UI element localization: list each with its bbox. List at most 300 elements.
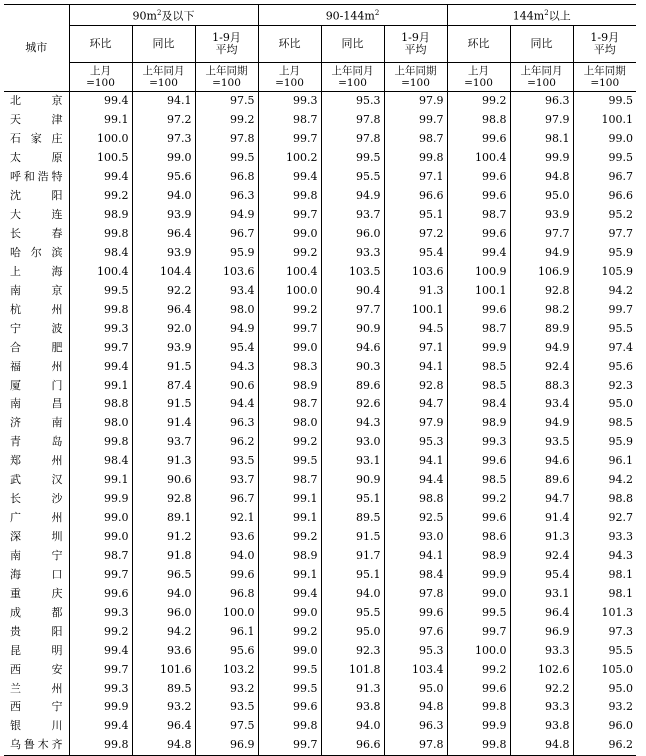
value-cell: 98.7 (69, 547, 132, 566)
value-cell: 99.1 (69, 111, 132, 130)
value-cell: 95.4 (384, 244, 447, 263)
base-header-row (4, 63, 636, 92)
value-cell: 97.6 (384, 622, 447, 641)
value-cell: 95.5 (608, 321, 633, 335)
table-row (4, 206, 636, 225)
value-cell: 99.1 (69, 471, 132, 490)
table-header (4, 5, 636, 92)
value-cell: 96.4 (510, 603, 573, 622)
value-cell: 99.4 (447, 244, 510, 263)
value-cell: 96.3 (195, 187, 258, 206)
value-cell: 99.5 (195, 149, 258, 168)
value-cell: 94.0 (132, 584, 195, 603)
base-value: =100 (275, 77, 304, 89)
value-cell: 94.7 (384, 395, 447, 414)
table-row (4, 452, 636, 471)
base-label: 上年同月 (520, 65, 563, 77)
city-name-cell: 石家庄 (4, 130, 69, 149)
city-name-cell: 长春 (4, 225, 69, 244)
value-cell: 99.4 (69, 717, 132, 736)
value-cell: 90.9 (321, 319, 384, 338)
value-cell: 94.7 (510, 490, 573, 509)
base-value: =100 (149, 77, 178, 89)
city-name-cell: 南宁 (4, 547, 69, 566)
value-cell: 99.2 (258, 300, 321, 319)
value-cell: 92.4 (510, 357, 573, 376)
value-cell: 99.2 (447, 490, 510, 509)
table-row (4, 262, 636, 281)
value-cell: 102.6 (510, 660, 573, 679)
value-cell: 99.0 (447, 584, 510, 603)
value-cell: 101.6 (132, 660, 195, 679)
base-label: 上年同期 (583, 65, 626, 77)
table-row (4, 679, 636, 698)
city-name-cell: 成都 (4, 603, 69, 622)
value-cell: 90.9 (321, 471, 384, 490)
value-cell: 99.8 (447, 736, 510, 755)
value-cell: 95.4 (195, 338, 258, 357)
value-cell: 99.5 (258, 679, 321, 698)
value-cell: 96.4 (132, 717, 195, 736)
value-cell: 97.5 (195, 92, 258, 111)
value-cell: 96.7 (608, 170, 633, 184)
value-cell: 95.0 (608, 681, 633, 695)
value-cell: 100.0 (195, 603, 258, 622)
value-cell: 96.3 (195, 414, 258, 433)
table-row (4, 130, 636, 149)
value-cell: 99.8 (69, 736, 132, 755)
value-cell: 99.7 (69, 660, 132, 679)
table-row (4, 471, 636, 490)
value-cell: 100.5 (69, 149, 132, 168)
value-cell: 97.1 (384, 168, 447, 187)
value-cell: 99.5 (321, 149, 384, 168)
value-cell: 92.0 (132, 319, 195, 338)
value-cell: 95.0 (510, 187, 573, 206)
base-header-yoy-1 (321, 63, 384, 92)
value-cell: 87.4 (132, 376, 195, 395)
value-cell: 93.5 (195, 698, 258, 717)
base-value: =100 (338, 77, 367, 89)
value-cell: 99.8 (69, 300, 132, 319)
value-cell: 95.0 (608, 397, 633, 411)
value-cell: 99.0 (258, 641, 321, 660)
value-cell: 99.4 (69, 641, 132, 660)
sub-header-mom-2 (447, 26, 510, 63)
city-name-cell: 沈阳 (4, 187, 69, 206)
city-name-cell: 广州 (4, 509, 69, 528)
value-cell: 89.5 (132, 679, 195, 698)
value-cell: 91.3 (384, 281, 447, 300)
city-name-cell: 宁波 (4, 319, 69, 338)
value-cell: 97.9 (384, 414, 447, 433)
value-cell: 99.6 (447, 168, 510, 187)
value-cell: 99.0 (132, 149, 195, 168)
value-cell: 95.3 (321, 92, 384, 111)
value-cell: 93.4 (510, 395, 573, 414)
value-cell: 92.2 (510, 679, 573, 698)
value-cell: 98.0 (69, 414, 132, 433)
value-cell: 99.6 (195, 565, 258, 584)
value-cell: 95.9 (608, 435, 633, 449)
value-cell: 98.4 (69, 452, 132, 471)
base-value: =100 (212, 77, 241, 89)
value-cell: 99.7 (258, 130, 321, 149)
base-label: 上年同期 (394, 65, 437, 77)
value-cell: 96.6 (384, 187, 447, 206)
sub-header-mom-0 (69, 26, 132, 63)
value-cell: 99.4 (258, 584, 321, 603)
value-cell: 92.1 (195, 509, 258, 528)
value-cell: 90.6 (195, 376, 258, 395)
base-header-avg-0 (195, 63, 258, 92)
base-header-avg-1 (384, 63, 447, 92)
city-name-cell: 贵阳 (4, 622, 69, 641)
value-cell: 99.5 (447, 603, 510, 622)
value-cell: 98.5 (447, 471, 510, 490)
value-cell: 99.3 (69, 603, 132, 622)
sub-header-line2: 平均 (215, 43, 238, 56)
value-cell: 95.0 (321, 622, 384, 641)
value-cell: 99.7 (608, 302, 633, 316)
value-cell: 95.5 (321, 168, 384, 187)
table-body (4, 92, 636, 756)
value-cell: 99.9 (69, 490, 132, 509)
value-cell: 94.9 (510, 338, 573, 357)
value-cell: 99.9 (447, 338, 510, 357)
value-cell: 94.9 (195, 206, 258, 225)
value-cell: 98.6 (447, 528, 510, 547)
value-cell: 95.9 (195, 244, 258, 263)
value-cell: 97.2 (384, 225, 447, 244)
value-cell: 98.8 (69, 395, 132, 414)
table-row (4, 111, 636, 130)
value-cell: 93.3 (510, 641, 573, 660)
value-cell: 98.1 (608, 567, 633, 581)
value-cell: 94.6 (321, 338, 384, 357)
base-value: =100 (590, 77, 620, 89)
table-row (4, 660, 636, 679)
table-row (4, 338, 636, 357)
value-cell: 94.0 (195, 547, 258, 566)
city-name-cell: 合肥 (4, 338, 69, 357)
value-cell: 99.1 (258, 509, 321, 528)
value-cell: 91.5 (132, 395, 195, 414)
value-cell: 93.7 (321, 206, 384, 225)
city-name-cell: 济南 (4, 414, 69, 433)
base-label: 上年同月 (142, 65, 185, 77)
value-cell: 100.1 (601, 113, 633, 127)
city-name-cell: 乌鲁木齐 (4, 736, 69, 755)
value-cell: 99.8 (69, 433, 132, 452)
city-name-cell: 南京 (4, 281, 69, 300)
value-cell: 95.1 (321, 565, 384, 584)
value-cell: 94.2 (132, 622, 195, 641)
table-row (4, 698, 636, 717)
city-name-cell: 武汉 (4, 471, 69, 490)
table-row (4, 603, 636, 622)
value-cell: 98.0 (258, 414, 321, 433)
group-header-over-144: $144m^2$以上 (447, 5, 636, 26)
value-cell: 98.0 (195, 300, 258, 319)
value-cell: 100.2 (258, 149, 321, 168)
sub-header-line1: 1-9月 (212, 31, 241, 44)
city-name-cell: 北京 (4, 92, 69, 111)
base-label: 上月 (90, 65, 111, 77)
value-cell: 96.0 (321, 225, 384, 244)
table-row (4, 357, 636, 376)
value-cell: 106.9 (510, 262, 573, 281)
city-name-cell: 大连 (4, 206, 69, 225)
value-cell: 99.3 (447, 433, 510, 452)
value-cell: 97.8 (321, 130, 384, 149)
value-cell: 91.7 (321, 547, 384, 566)
value-cell: 89.9 (510, 319, 573, 338)
value-cell: 105.9 (601, 264, 633, 278)
value-cell: 98.5 (447, 376, 510, 395)
city-name-cell: 厦门 (4, 376, 69, 395)
city-name-cell: 西安 (4, 660, 69, 679)
value-cell: 98.4 (447, 395, 510, 414)
value-cell: 96.8 (195, 584, 258, 603)
group-header-under-90: $90m^2$及以下 (69, 5, 258, 26)
value-cell: 93.8 (321, 698, 384, 717)
value-cell: 96.4 (132, 300, 195, 319)
city-name-cell: 青岛 (4, 433, 69, 452)
table-row (4, 319, 636, 338)
value-cell: 98.9 (447, 547, 510, 566)
value-cell: 94.9 (510, 244, 573, 263)
value-cell: 99.2 (447, 660, 510, 679)
table-row (4, 92, 636, 111)
city-name-cell: 银川 (4, 717, 69, 736)
base-value: =100 (401, 77, 430, 89)
value-cell: 94.1 (132, 92, 195, 111)
value-cell: 88.3 (510, 376, 573, 395)
value-cell: 93.7 (132, 433, 195, 452)
sub-header-avg-2 (573, 26, 636, 63)
value-cell: 98.8 (384, 490, 447, 509)
table-row (4, 584, 636, 603)
value-cell: 94.1 (384, 357, 447, 376)
value-cell: 99.7 (447, 622, 510, 641)
value-cell: 99.4 (258, 168, 321, 187)
value-cell: 91.3 (132, 452, 195, 471)
value-cell: 103.4 (384, 660, 447, 679)
value-cell: 99.6 (69, 584, 132, 603)
table-row (4, 300, 636, 319)
value-cell: 96.1 (608, 454, 633, 468)
value-cell: 98.7 (447, 319, 510, 338)
table-row (4, 736, 636, 755)
sub-header-line2: 平均 (593, 43, 616, 56)
value-cell: 89.5 (321, 509, 384, 528)
value-cell: 96.1 (195, 622, 258, 641)
value-cell: 94.0 (132, 187, 195, 206)
table-row (4, 225, 636, 244)
table-row (4, 528, 636, 547)
value-cell: 99.6 (447, 300, 510, 319)
value-cell: 99.8 (384, 149, 447, 168)
base-value: =100 (527, 77, 556, 89)
value-cell: 94.8 (510, 736, 573, 755)
value-cell: 95.3 (384, 641, 447, 660)
value-cell: 93.9 (132, 244, 195, 263)
value-cell: 93.7 (195, 471, 258, 490)
table-row (4, 490, 636, 509)
value-cell: 98.1 (608, 586, 633, 600)
value-cell: 99.5 (258, 452, 321, 471)
value-cell: 91.4 (510, 509, 573, 528)
sub-header-yoy-0 (132, 26, 195, 63)
city-name-cell: 南昌 (4, 395, 69, 414)
base-value: =100 (86, 77, 115, 89)
value-cell: 99.4 (69, 357, 132, 376)
value-cell: 99.5 (69, 281, 132, 300)
value-cell: 99.7 (258, 319, 321, 338)
value-cell: 94.1 (384, 452, 447, 471)
value-cell: 99.7 (69, 338, 132, 357)
value-cell: 99.0 (608, 132, 633, 146)
value-cell: 95.4 (510, 565, 573, 584)
value-cell: 95.0 (384, 679, 447, 698)
value-cell: 96.9 (195, 736, 258, 755)
value-cell: 103.6 (195, 262, 258, 281)
value-cell: 99.3 (69, 679, 132, 698)
value-cell: 95.2 (608, 208, 633, 222)
value-cell: 94.0 (321, 717, 384, 736)
value-cell: 91.3 (321, 679, 384, 698)
value-cell: 98.1 (510, 130, 573, 149)
value-cell: 97.8 (321, 111, 384, 130)
value-cell: 98.3 (258, 357, 321, 376)
value-cell: 93.0 (321, 433, 384, 452)
value-cell: 99.0 (258, 338, 321, 357)
value-cell: 92.4 (510, 547, 573, 566)
table-row (4, 244, 636, 263)
value-cell: 99.0 (69, 528, 132, 547)
value-cell: 94.8 (132, 736, 195, 755)
value-cell: 96.0 (608, 719, 633, 733)
value-cell: 96.2 (573, 736, 636, 755)
value-cell: 99.2 (258, 528, 321, 547)
value-cell: 93.1 (321, 452, 384, 471)
value-cell: 90.6 (132, 471, 195, 490)
value-cell: 100.1 (384, 300, 447, 319)
value-cell: 99.8 (258, 717, 321, 736)
value-cell: 92.3 (608, 378, 633, 392)
sub-header-mom-1 (258, 26, 321, 63)
value-cell: 94.3 (195, 357, 258, 376)
sub-header-line1: 环比 (467, 37, 490, 50)
table-row (4, 281, 636, 300)
value-cell: 97.5 (195, 717, 258, 736)
value-cell: 93.2 (608, 700, 633, 714)
value-cell: 98.4 (384, 565, 447, 584)
value-cell: 99.2 (258, 433, 321, 452)
base-label: 上月 (468, 65, 489, 77)
city-name-cell: 重庆 (4, 584, 69, 603)
value-cell: 91.4 (132, 414, 195, 433)
value-cell: 94.4 (384, 471, 447, 490)
value-cell: 92.5 (384, 509, 447, 528)
value-cell: 98.9 (258, 547, 321, 566)
value-cell: 93.3 (321, 244, 384, 263)
value-cell: 96.3 (384, 717, 447, 736)
value-cell: 99.9 (69, 698, 132, 717)
price-index-table (4, 4, 636, 756)
value-cell: 94.4 (195, 395, 258, 414)
value-cell: 91.2 (132, 528, 195, 547)
value-cell: 97.8 (384, 736, 447, 755)
sub-header-line1: 同比 (152, 37, 175, 50)
value-cell: 95.6 (195, 641, 258, 660)
base-label: 上年同期 (205, 65, 248, 77)
base-header-mom-1 (258, 63, 321, 92)
value-cell: 96.6 (321, 736, 384, 755)
sub-header-yoy-2 (510, 26, 573, 63)
value-cell: 92.7 (608, 511, 633, 525)
group-header-90-144: $90-144m^2$ (258, 5, 447, 26)
value-cell: 95.3 (384, 433, 447, 452)
value-cell: 99.0 (258, 225, 321, 244)
value-cell: 93.2 (195, 679, 258, 698)
value-cell: 99.1 (69, 376, 132, 395)
city-name-cell: 太原 (4, 149, 69, 168)
value-cell: 97.7 (321, 300, 384, 319)
value-cell: 98.7 (384, 130, 447, 149)
value-cell: 97.3 (608, 624, 633, 638)
value-cell: 99.7 (69, 565, 132, 584)
base-value: =100 (464, 77, 493, 89)
sub-header-line1: 环比 (278, 37, 301, 50)
value-cell: 99.5 (258, 660, 321, 679)
value-cell: 97.7 (608, 227, 633, 241)
value-cell: 94.9 (195, 319, 258, 338)
value-cell: 91.8 (132, 547, 195, 566)
value-cell: 92.3 (321, 641, 384, 660)
base-header-yoy-2 (510, 63, 573, 92)
value-cell: 92.8 (384, 376, 447, 395)
value-cell: 92.6 (321, 395, 384, 414)
table-row (4, 547, 636, 566)
value-cell: 98.7 (258, 111, 321, 130)
value-cell: 99.2 (447, 92, 510, 111)
city-name-cell: 长沙 (4, 490, 69, 509)
value-cell: 93.6 (132, 641, 195, 660)
city-name-cell: 哈尔滨 (4, 244, 69, 263)
value-cell: 99.6 (384, 603, 447, 622)
base-header-mom-2 (447, 63, 510, 92)
value-cell: 99.8 (69, 225, 132, 244)
value-cell: 93.8 (510, 717, 573, 736)
value-cell: 93.1 (510, 584, 573, 603)
value-cell: 98.7 (447, 206, 510, 225)
value-cell: 104.4 (132, 262, 195, 281)
base-label: 上月 (279, 65, 300, 77)
value-cell: 99.7 (258, 206, 321, 225)
value-cell: 93.6 (195, 528, 258, 547)
sub-header-line1: 环比 (89, 37, 112, 50)
value-cell: 93.4 (195, 281, 258, 300)
value-cell: 98.5 (608, 416, 633, 430)
value-cell: 96.8 (195, 168, 258, 187)
value-cell: 100.9 (447, 262, 510, 281)
value-cell: 93.5 (510, 433, 573, 452)
value-cell: 89.1 (132, 509, 195, 528)
value-cell: 95.1 (384, 206, 447, 225)
value-cell: 97.8 (195, 130, 258, 149)
